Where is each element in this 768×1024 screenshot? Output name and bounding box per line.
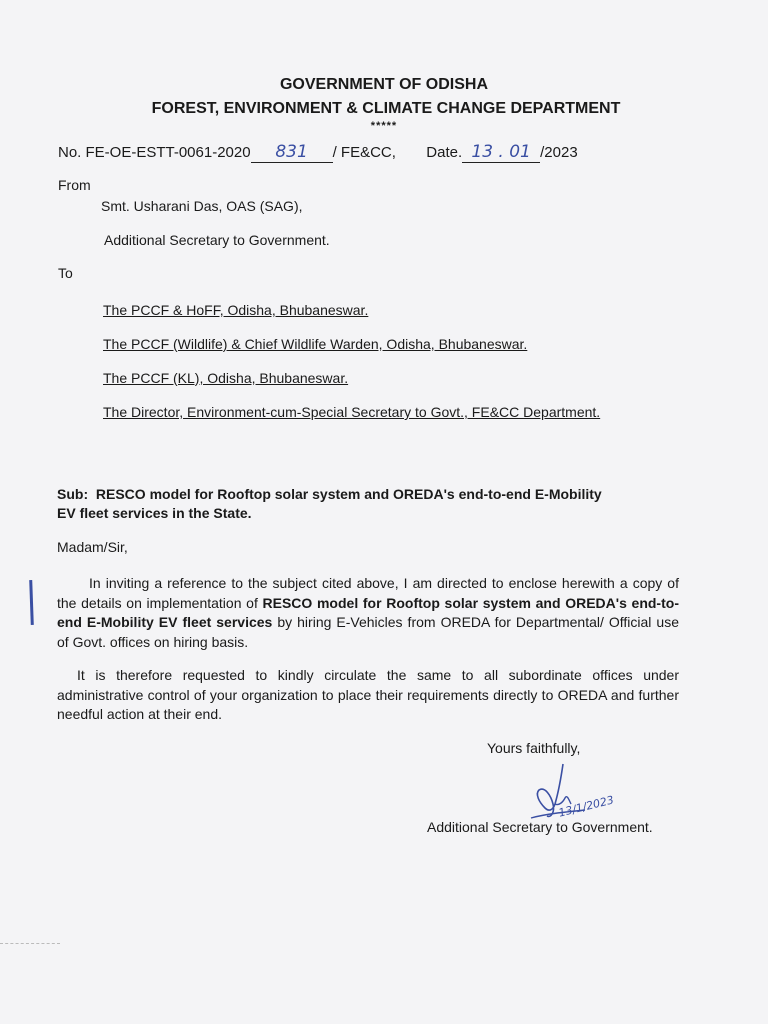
paragraph-1-bold: RESCO model for Rooftop solar system and OREDA's end-to-end E-Mobility EV fleet services <box>57 594 679 630</box>
date-handwritten: 13 . 01 <box>462 142 540 163</box>
closing: Yours faithfully, <box>487 740 581 756</box>
signatory-designation: Additional Secretary to Government. <box>427 819 653 835</box>
body-paragraph-1 <box>57 574 679 652</box>
margin-pen-mark <box>29 580 34 625</box>
recipient-3: The PCCF (KL), Odisha, Bhubaneswar. <box>103 370 349 386</box>
from-label: From <box>58 177 91 193</box>
paragraph-1-text: In inviting a reference to the subject cited above, I am directed to enclose herewith a copy of the details on implementation of <box>57 575 679 611</box>
to-label: To <box>58 265 73 281</box>
signature-date: 13/1/2023 <box>557 793 616 820</box>
paragraph-1-text-end: by hiring E-Vehicles from OREDA for Departmental/ Official use of Govt. offices on hiring basis. <box>57 614 679 650</box>
reference-line <box>58 142 578 163</box>
from-designation: Additional Secretary to Government. <box>104 232 330 248</box>
subject-line-1 <box>57 486 602 502</box>
reference-number-prefix: No. FE-OE-ESTT-0061-2020 <box>58 144 251 161</box>
reference-number-handwritten: 831 <box>251 142 333 163</box>
body-paragraph-2: It is therefore requested to kindly circulate the same to all subordinate offices under administrative control of your organization to place their requirements directly to OREDA and further needful action at their end. <box>57 667 679 722</box>
subject-label: Sub: <box>57 486 89 502</box>
reference-number-suffix: / FE&CC, <box>332 144 396 161</box>
date-label: Date. <box>426 144 463 161</box>
government-heading: GOVERNMENT OF ODISHA <box>279 76 488 93</box>
subject-text-1: RESCO model for Rooftop solar system and OREDA's end-to-end E-Mobility <box>95 486 602 502</box>
heading-stars: ***** <box>370 120 398 132</box>
department-heading: FOREST, ENVIRONMENT & CLIMATE CHANGE DEPARTMENT <box>151 100 621 117</box>
from-name: Smt. Usharani Das, OAS (SAG), <box>101 198 303 214</box>
subject-line-2: EV fleet services in the State. <box>57 505 252 521</box>
scan-edge-mark <box>0 943 60 944</box>
recipient-2: The PCCF (Wildlife) & Chief Wildlife Warden, Odisha, Bhubaneswar. <box>103 336 528 352</box>
salutation: Madam/Sir, <box>57 539 128 555</box>
date-year: /2023 <box>540 144 578 161</box>
recipient-4: The Director, Environment-cum-Special Secretary to Govt., FE&CC Department. <box>103 404 601 420</box>
recipient-1: The PCCF & HoFF, Odisha, Bhubaneswar. <box>103 302 369 318</box>
